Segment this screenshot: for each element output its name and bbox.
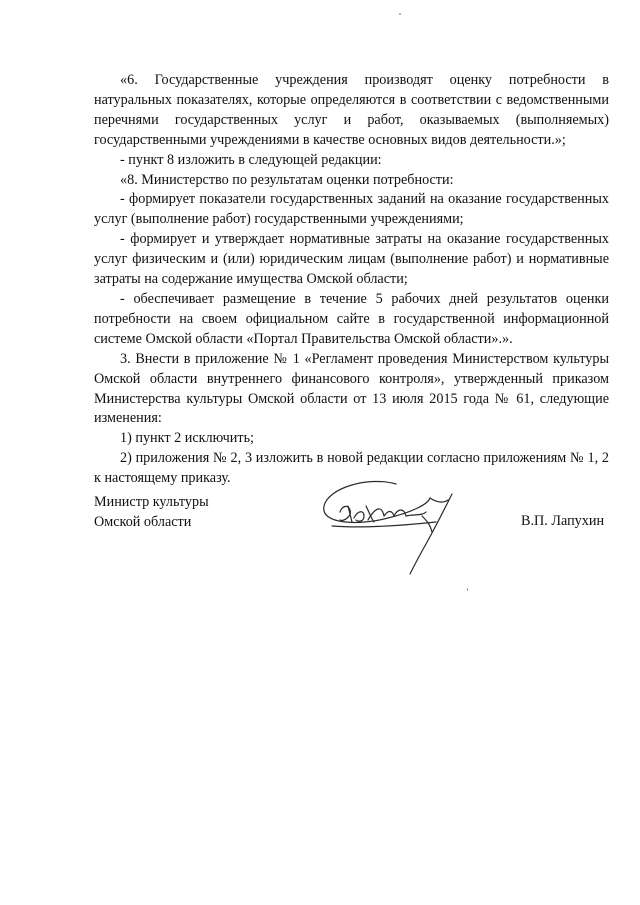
signatory-name: В.П. Лапухин [521,513,605,529]
signatory-position-line-1: Министр культуры [94,494,209,510]
paragraph-item-6: «6. Государственные учреждения производят оценку потребности в натуральных показателях, которые определяются в соответствии с ведомственными перечнями государственных услуг и работ, оказываемых (выполняемых) государственными учреждениями в качестве основных видов деятельности.»; [94,72,609,148]
paragraph-section-3: 3. Внести в приложение № 1 «Регламент проведения Министерством культуры Омской области внутреннего финансового контроля», утвержденный приказом Министерства культуры Омской области от 13 июля 2015 года № 61, следующие изменения: [94,350,609,427]
paragraph-item-8-bullet-1: - формирует показатели государственных заданий на оказание государственных услуг (выполнение работ) государственными учреждениями; [94,191,609,228]
handwritten-signature [318,476,478,576]
paragraph-item-8-bullet-2: - формирует и утверждает нормативные затраты на оказание государственных услуг физическим и (или) юридическим лицам (выполнение работ) и нормативные затраты на содержание имущества Омской области; [94,231,609,288]
signatory-position [94,493,209,533]
paragraph-amend-item-8: - пункт 8 изложить в следующей редакции: [120,151,382,168]
document-body [94,71,609,489]
signatory-position-line-2: Омской области [94,513,192,530]
scan-speck [399,13,401,15]
paragraph-subitem-2: 2) приложения № 2, 3 изложить в новой редакции согласно приложениям № 1, 2 к настоящему приказу. [94,450,609,487]
scan-speck [467,588,468,591]
paragraph-subitem-1: 1) пункт 2 исключить; [120,430,254,447]
paragraph-item-8-bullet-3: - обеспечивает размещение в течение 5 рабочих дней результатов оценки потребности на своем официальном сайте в государственной информационной системе Омской области «Портал Правительства Омской области».». [94,290,609,347]
paragraph-item-8-intro: «8. Министерство по результатам оценки потребности: [120,171,454,188]
